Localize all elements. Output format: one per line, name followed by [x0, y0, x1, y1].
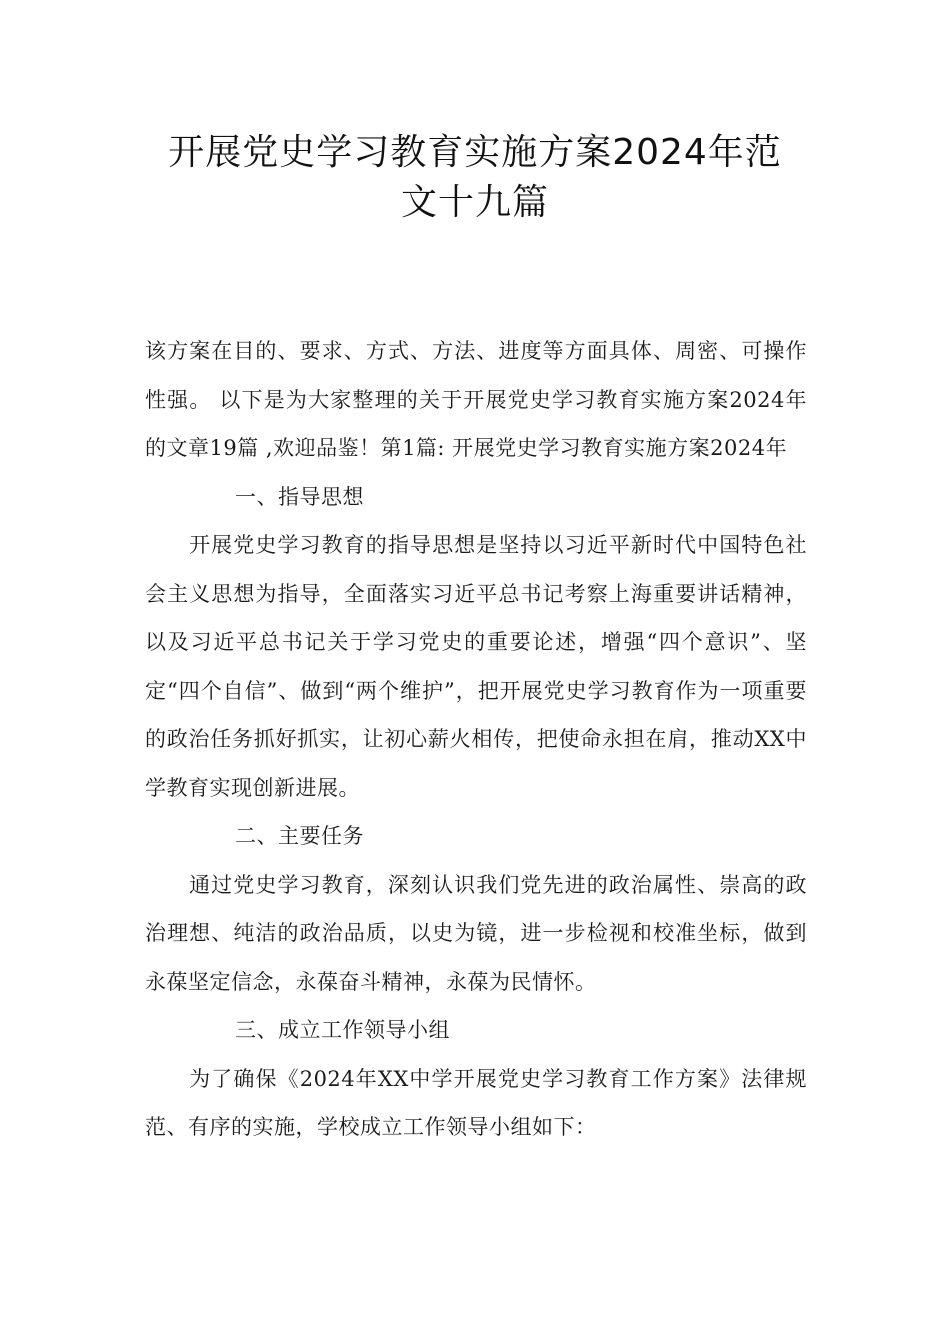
document-title: [140, 128, 810, 228]
section-paragraph-leading-group: 为了确保《2024年XX中学开展党史学习教育工作方案》法律规范、有序的实施，学校成立工作领导小组如下：: [145, 1066, 807, 1139]
section-paragraph-main-tasks: 通过党史学习教育，深刻认识我们党先进的政治属性、崇高的政治理想、纯洁的政治品质，以史为镜，进一步检视和校准坐标，做到永葆坚定信念，永葆奋斗精神，永葆为民情怀。: [145, 872, 807, 994]
section-heading-leading-group: 三、成立工作领导小组: [235, 1018, 450, 1042]
section-heading-main-tasks: 二、主要任务: [235, 824, 364, 848]
title-line-1: 开展党史学习教育实施方案2024年范: [168, 132, 782, 173]
document-body: [145, 327, 807, 1152]
title-line-2: 文十九篇: [400, 182, 549, 223]
section-paragraph-guiding-ideology: 开展党史学习教育的指导思想是坚持以习近平新时代中国特色社会主义思想为指导，全面落实习近平总书记考察上海重要讲话精神，以及习近平总书记关于学习党史的重要论述，增强“四个意识”、坚定“四个自信”、做到“两个维护”，把开展党史学习教育作为一项重要的政治任务抓好抓实，让初心薪火相传，把使命永担在肩，推动XX中学教育实现创新进展。: [145, 533, 807, 800]
section-heading-guiding-ideology: 一、指导思想: [235, 484, 364, 509]
intro-paragraph: 该方案在目的、要求、方式、方法、进度等方面具体、周密、可操作性强。 以下是为大家整理的关于开展党史学习教育实施方案2024年的文章19篇 ,欢迎品鉴！第1篇: 开展党史学习教育实施方案2024年: [145, 339, 807, 460]
